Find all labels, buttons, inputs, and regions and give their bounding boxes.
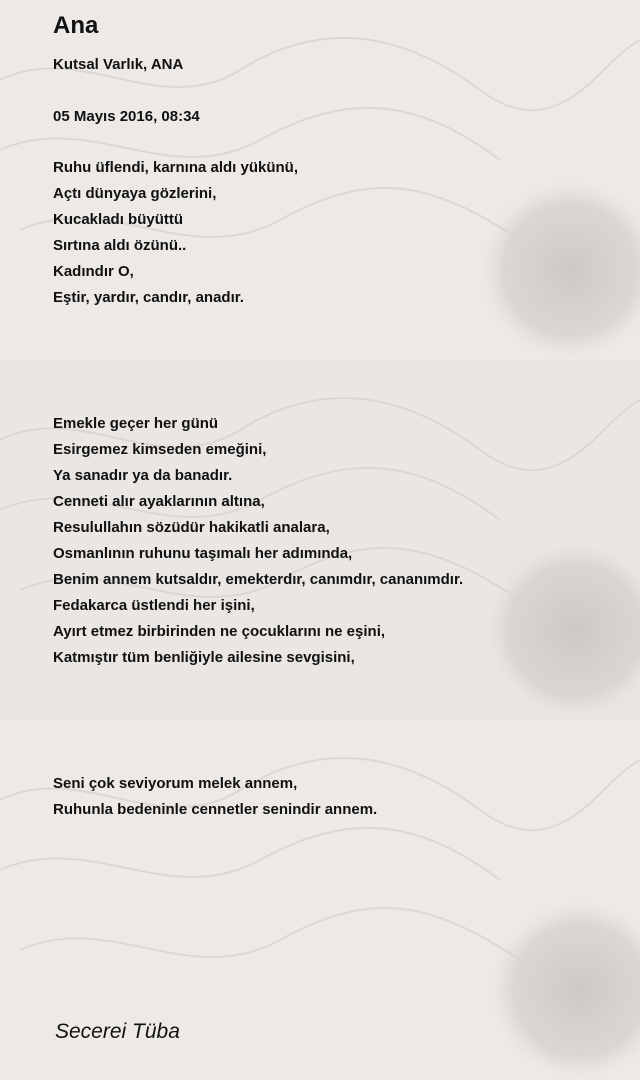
stanza-1 — [53, 155, 298, 311]
poem-date: 05 Mayıs 2016, 08:34 — [53, 108, 200, 125]
poem-line: Eştir, yardır, candır, anadır. — [53, 289, 244, 306]
poem-line: Katmıştır tüm benliğiyle ailesine sevgisini, — [53, 649, 355, 666]
poem-line: Ya sanadır ya da banadır. — [53, 467, 233, 484]
poem-line: Ayırt etmez birbirinden ne çocuklarını ne eşini, — [53, 623, 386, 640]
poem-line: Seni çok seviyorum melek annem, — [53, 775, 298, 792]
stanza-2 — [53, 411, 463, 671]
poem-line: Açtı dünyaya gözlerini, — [53, 185, 217, 202]
poem-line: Esirgemez kimseden emeğini, — [53, 441, 267, 458]
poem-line: Cenneti alır ayaklarının altına, — [53, 493, 265, 510]
poem-line: Sırtına aldı özünü.. — [53, 237, 187, 254]
poem-line: Fedakarca üstlendi her işini, — [53, 597, 255, 614]
poem-author: Secerei Tüba — [55, 1020, 180, 1043]
poem-line: Emekle geçer her günü — [53, 415, 219, 432]
poem-line: Resulullahın sözüdür hakikatli analara, — [53, 519, 330, 536]
stanza-3 — [53, 771, 377, 823]
poem-line: Kucakladı büyüttü — [53, 211, 184, 228]
poem-subtitle: Kutsal Varlık, ANA — [53, 56, 184, 73]
poem-line: Ruhu üflendi, karnına aldı yükünü, — [53, 159, 299, 176]
poem-line: Benim annem kutsaldır, emekterdır, canımdır, cananımdır. — [53, 571, 464, 588]
poem-line: Osmanlının ruhunu taşımalı her adımında, — [53, 545, 353, 562]
poem-title: Ana — [53, 12, 99, 39]
poem-line: Kadındır O, — [53, 263, 134, 280]
poem-line: Ruhunla bedeninle cennetler senindir annem. — [53, 801, 378, 818]
